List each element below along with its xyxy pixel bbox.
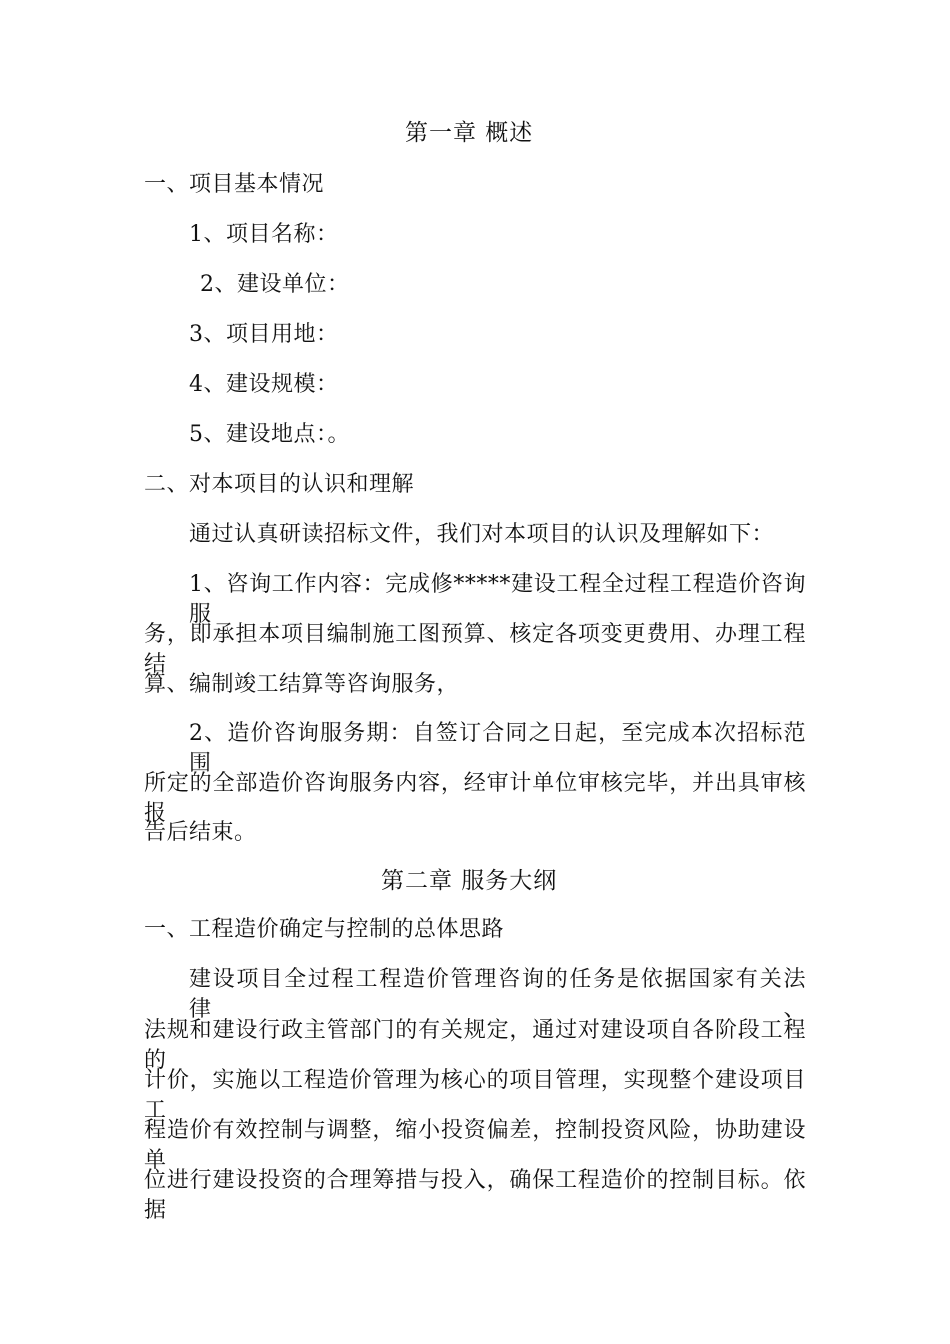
paragraph-service-period-line: 告后结束。 bbox=[144, 820, 257, 845]
section-heading-understanding: 二、对本项目的认识和理解 bbox=[144, 472, 415, 497]
paragraph-approach-line: 位进行建设投资的合理筹措与投入，确保工程造价的控制目标。依据 bbox=[144, 1168, 806, 1223]
paragraph-approach-line: 计价，实施以工程造价管理为核心的项目管理，实现整个建设项目工 bbox=[144, 1068, 806, 1123]
chapter-2-title: 第二章 服务大纲 bbox=[381, 868, 558, 894]
list-item-project-land: 3、项目用地： bbox=[189, 322, 339, 347]
list-item-project-name: 1、项目名称： bbox=[189, 222, 339, 247]
paragraph-intro: 通过认真研读招标文件，我们对本项目的认识及理解如下： bbox=[189, 522, 775, 547]
paragraph-approach-line: 程造价有效控制与调整，缩小投资偏差，控制投资风险，协助建设单 bbox=[144, 1118, 806, 1173]
paragraph-approach-line: 建设项目全过程工程造价管理咨询的任务是依据国家有关法律、 bbox=[189, 967, 806, 1022]
paragraph-service-period-line: 所定的全部造价咨询服务内容，经审计单位审核完毕，并出具审核报 bbox=[144, 771, 806, 826]
list-item-construction-site: 5、建设地点：。 bbox=[189, 422, 350, 447]
paragraph-consulting-content-line: 1、咨询工作内容：完成修*****建设工程全过程工程造价咨询服 bbox=[189, 572, 806, 627]
paragraph-consulting-content-line: 算、编制竣工结算等咨询服务， bbox=[144, 672, 460, 697]
section-heading-basic-info: 一、项目基本情况 bbox=[144, 172, 325, 197]
list-item-construction-scale: 4、建设规模： bbox=[189, 372, 339, 397]
paragraph-consulting-content-line: 务，即承担本项目编制施工图预算、核定各项变更费用、办理工程结 bbox=[144, 622, 806, 677]
paragraph-service-period-line: 2、造价咨询服务期：自签订合同之日起，至完成本次招标范围 bbox=[189, 721, 806, 776]
paragraph-approach-line: 法规和建设行政主管部门的有关规定，通过对建设项自各阶段工程的 bbox=[144, 1018, 806, 1073]
list-item-construction-unit: 2、建设单位： bbox=[200, 272, 350, 297]
chapter-1-title: 第一章 概述 bbox=[405, 120, 534, 146]
section-heading-overall-approach: 一、工程造价确定与控制的总体思路 bbox=[144, 917, 505, 942]
